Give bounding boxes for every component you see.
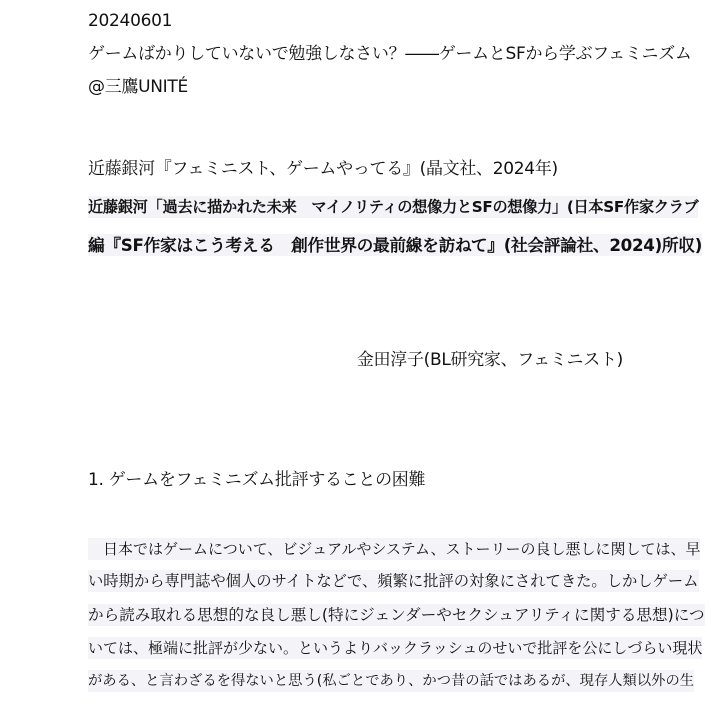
- reference-line: 近藤銀河「過去に描かれた未来 マイノリティの想像力とSFの想像力」(日本SF作家クラブ: [88, 198, 699, 216]
- paragraph-line: い時期から専門誌や個人のサイトなどで、頻繁に批評の対象にされてきた。しかしゲーム: [88, 572, 699, 590]
- reference-line: 編『SF作家はこう考える 創作世界の最前線を訪ねて』(社会評論社、2024)所収): [88, 235, 703, 255]
- author-credit: 金田淳子(BL研究家、フェミニスト): [356, 350, 623, 370]
- reference-line: 近藤銀河『フェミニスト、ゲームやってる』(晶文社、2024年): [88, 159, 558, 179]
- section-heading: 1. ゲームをフェミニズム批評することの困難: [88, 470, 426, 490]
- document-byline: @三鷹UNITÉ: [88, 77, 188, 97]
- document-title: ゲームばかりしていないで勉強しなさい？――ゲームとSFから学ぶフェミニズム: [88, 44, 692, 64]
- paragraph-line: から読み取れる思想的な良し悪し(特にジェンダーやセクシュアリティに関する思想)につ: [88, 606, 705, 624]
- paragraph-line: 日本ではゲームについて、ビジュアルやシステム、ストーリーの良し悪しに関しては、早: [88, 540, 701, 558]
- paragraph-line: がある、と言わざるを得ないと思う(私ごとであり、かつ昔の話ではあるが、現存人類以外の生: [88, 670, 694, 692]
- document-date: 20240601: [88, 11, 173, 31]
- paragraph-line: いては、極端に批評が少ない。というよりバックラッシュのせいで批評を公にしづらい現状: [88, 639, 703, 657]
